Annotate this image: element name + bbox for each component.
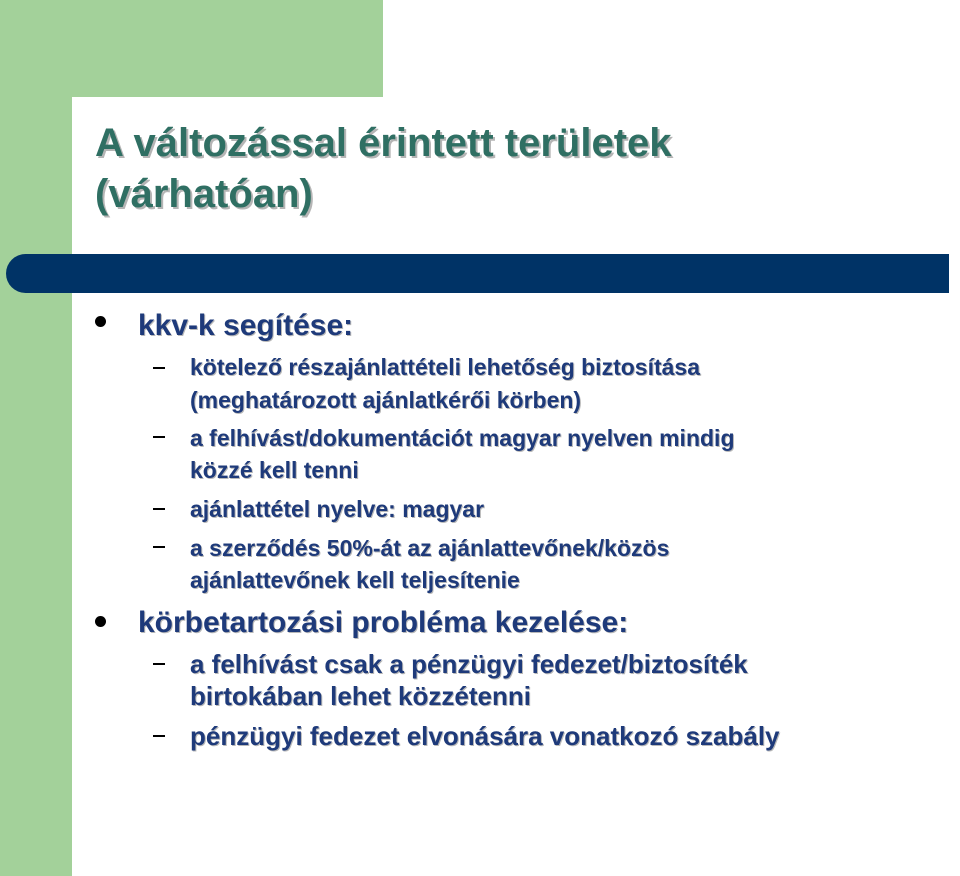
list-item-line: a szerződés 50%-át az ajánlattevőnek/közös [190,535,670,561]
list-item-line: birtokában lehet közzétenni [190,681,531,711]
green-top-band [0,0,383,97]
dash-icon [153,546,165,548]
list-item-line: közzé kell tenni [190,457,359,483]
section-heading: kkv-k segítése: [138,309,354,342]
list-item-line: (meghatározott ajánlatkérői körben) [190,387,582,413]
list-item-line: a felhívást csak a pénzügyi fedezet/biztosíték [190,649,748,679]
list-item-line: pénzügyi fedezet elvonására vonatkozó szabály [190,721,780,751]
bullet-icon [95,316,106,327]
slide-title-line-2: (várhatóan) [95,172,313,216]
bullet-icon [95,616,106,627]
slide-title-line-1: A változással érintett területek [95,121,672,165]
green-vertical-band [0,0,72,876]
list-item-line: ajánlattétel nyelve: magyar [190,496,485,522]
section-heading: körbetartozási probléma kezelése: [138,606,629,639]
dash-icon [153,735,165,737]
dash-icon [153,663,165,665]
dash-icon [153,436,165,438]
navy-divider-bar [6,254,949,293]
list-item-line: a felhívást/dokumentációt magyar nyelven mindig [190,425,735,451]
dash-icon [153,367,165,369]
slide-title [95,118,672,220]
list-item-line: ajánlattevőnek kell teljesítenie [190,567,520,593]
list-item-line: kötelező részajánlattételi lehetőség biztosítása [190,354,700,380]
dash-icon [153,508,165,510]
